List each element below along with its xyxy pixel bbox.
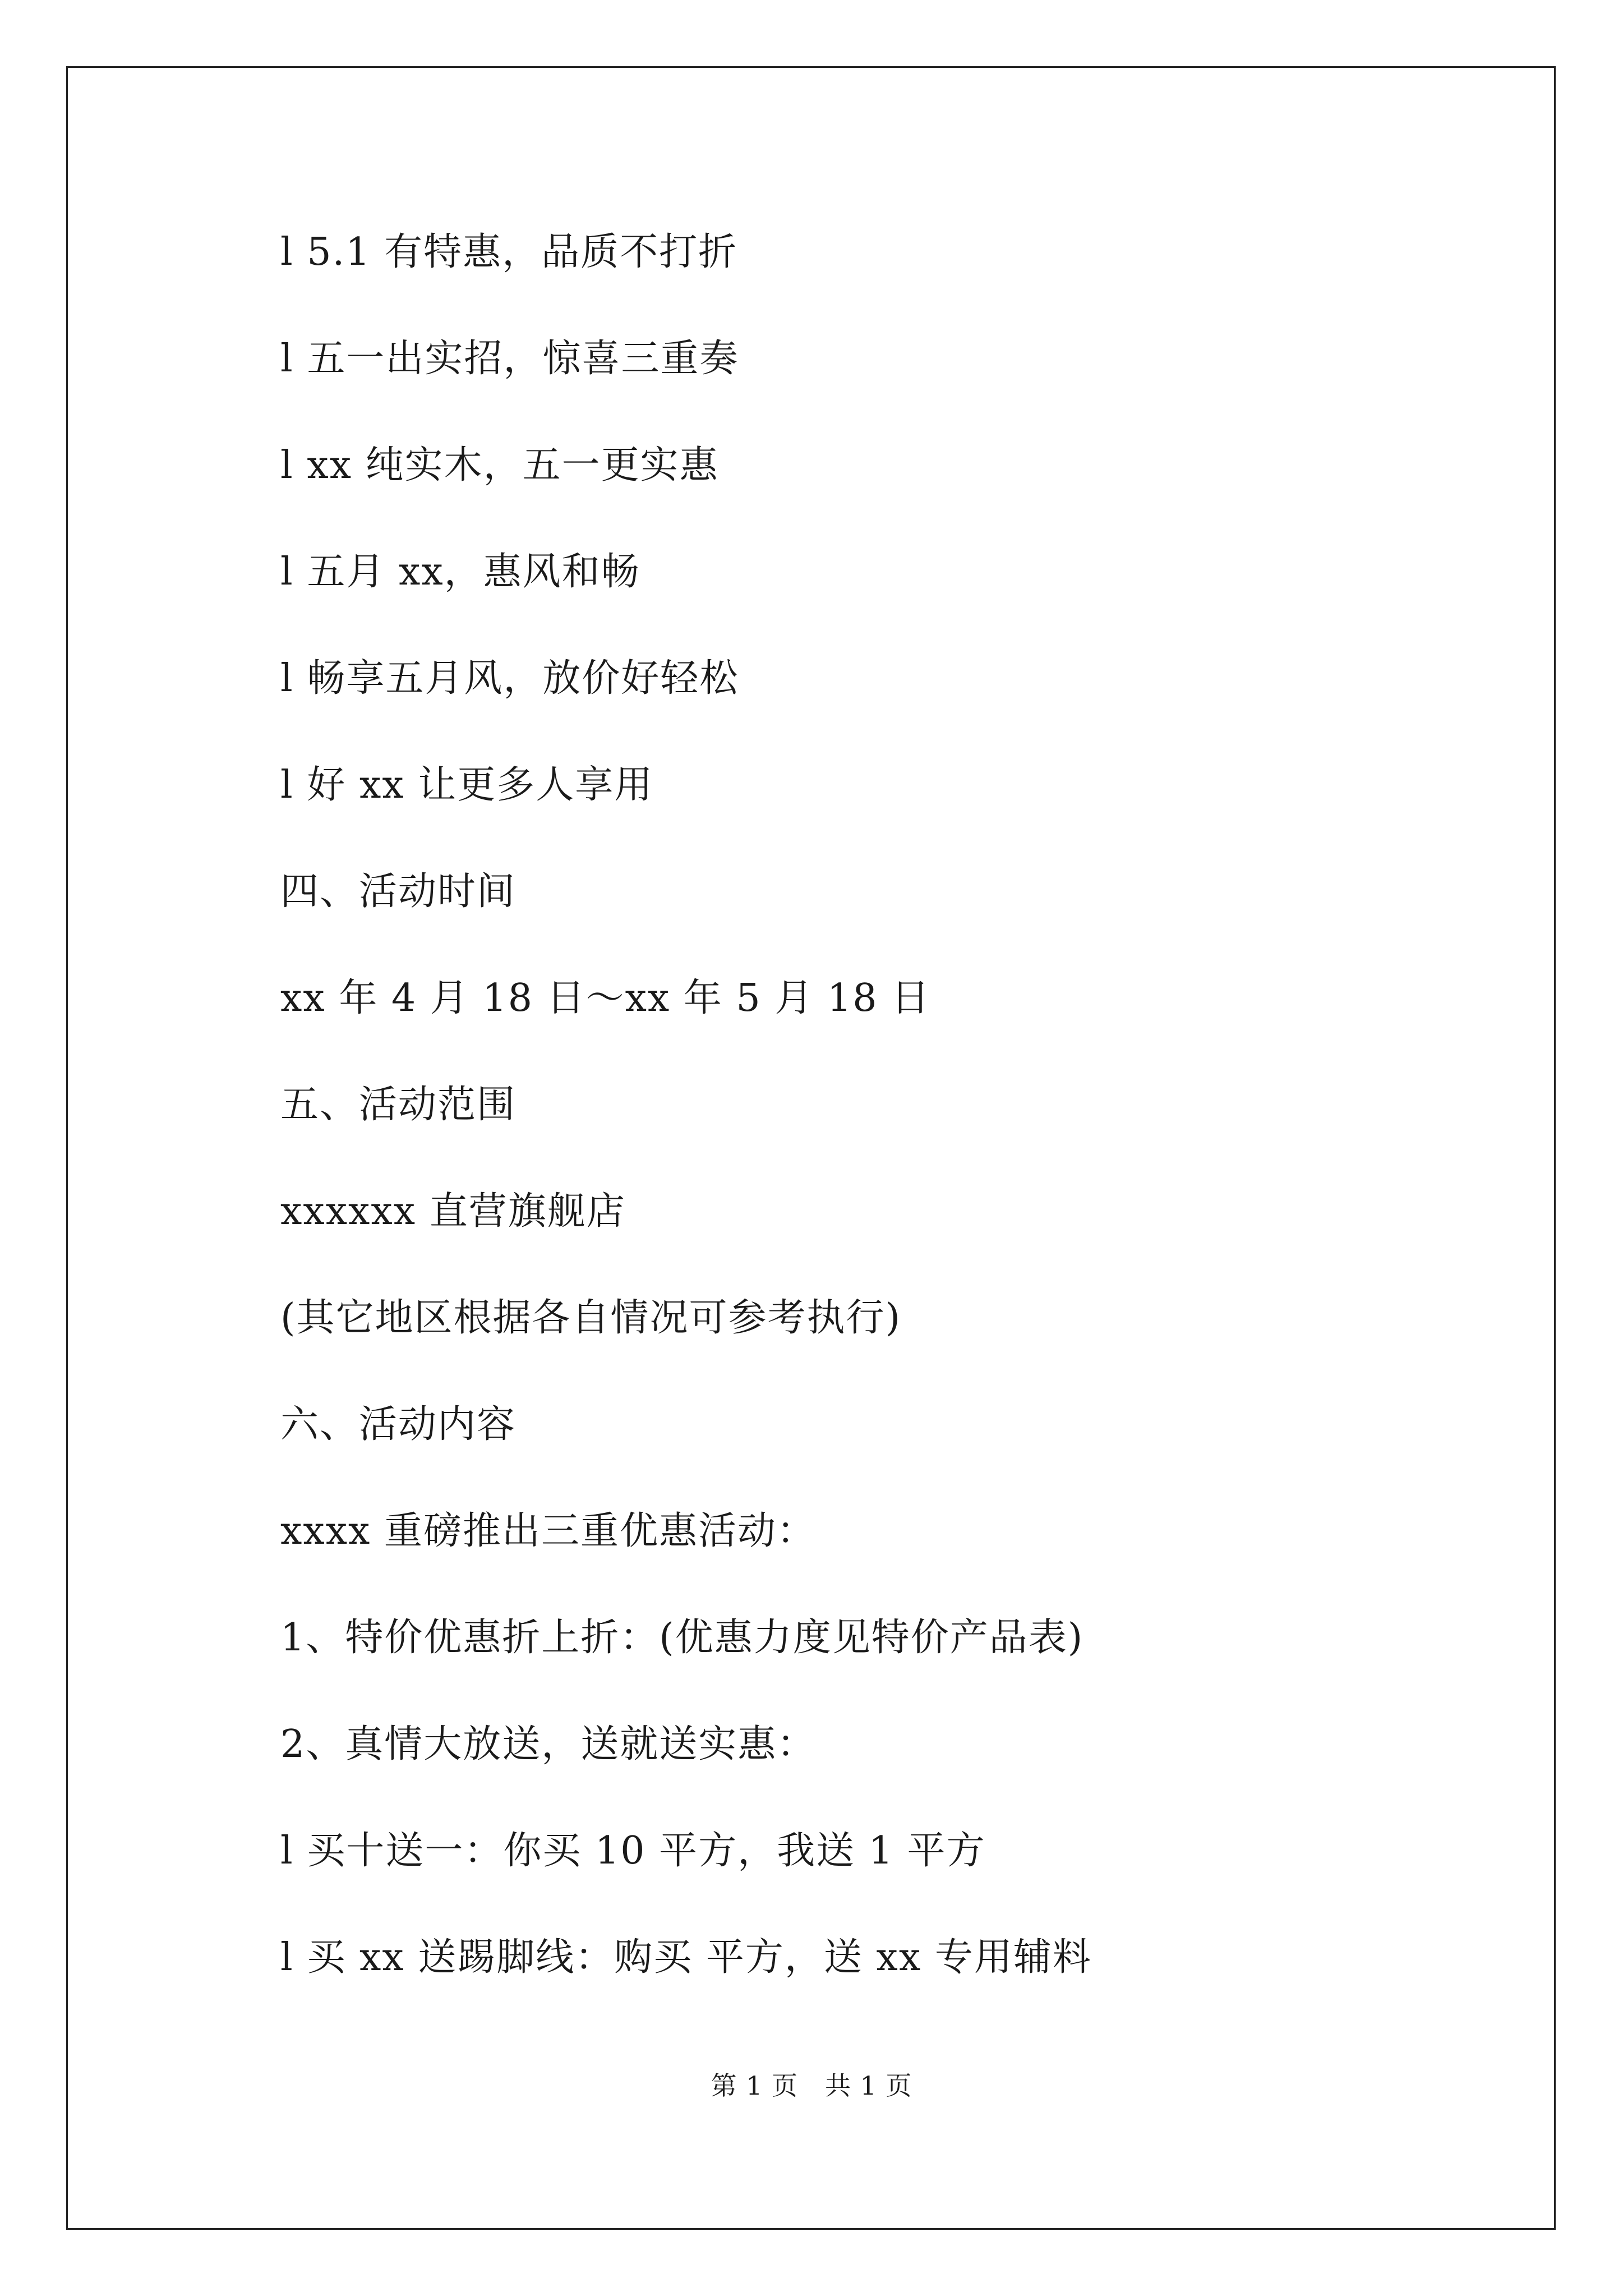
section-heading-time: 四、活动时间 (280, 869, 517, 914)
page-total: 共 1 页 (825, 2070, 912, 2101)
slogan-line-5: l 畅享五月风，放价好轻松 (280, 656, 739, 701)
scope-note: (其它地区根据各自情况可参考执行) (280, 1296, 902, 1340)
slogan-line-2: l 五一出实招，惊喜三重奏 (280, 337, 739, 381)
content-item-1: 1、特价优惠折上折：(优惠力度见特价产品表) (280, 1616, 1084, 1660)
content-item-2: 2、真情大放送，送就送实惠： (280, 1722, 817, 1766)
section-heading-content: 六、活动内容 (280, 1402, 517, 1447)
gift-item-1: l 买十送一：你买 10 平方，我送 1 平方 (280, 1829, 986, 1873)
slogan-line-4: l 五月 xx，惠风和畅 (280, 550, 640, 594)
page-border (66, 66, 1556, 2230)
page-number: 第 1 页 (711, 2070, 798, 2101)
content-intro: xxxx 重磅推出三重优惠活动： (280, 1509, 817, 1553)
slogan-line-6: l 好 xx 让更多人享用 (280, 763, 654, 807)
page-footer (0, 2069, 1623, 2102)
scope-store: xxxxxx 直营旗舰店 (280, 1189, 626, 1234)
section-heading-scope: 五、活动范围 (280, 1083, 517, 1127)
slogan-line-3: l xx 纯实木，五一更实惠 (280, 443, 719, 487)
gift-item-2: l 买 xx 送踢脚线：购买 平方，送 xx 专用辅料 (280, 1935, 1092, 1980)
activity-dates: xx 年 4 月 18 日～xx 年 5 月 18 日 (280, 976, 931, 1020)
slogan-line-1: l 5.1 有特惠，品质不打折 (280, 230, 738, 274)
